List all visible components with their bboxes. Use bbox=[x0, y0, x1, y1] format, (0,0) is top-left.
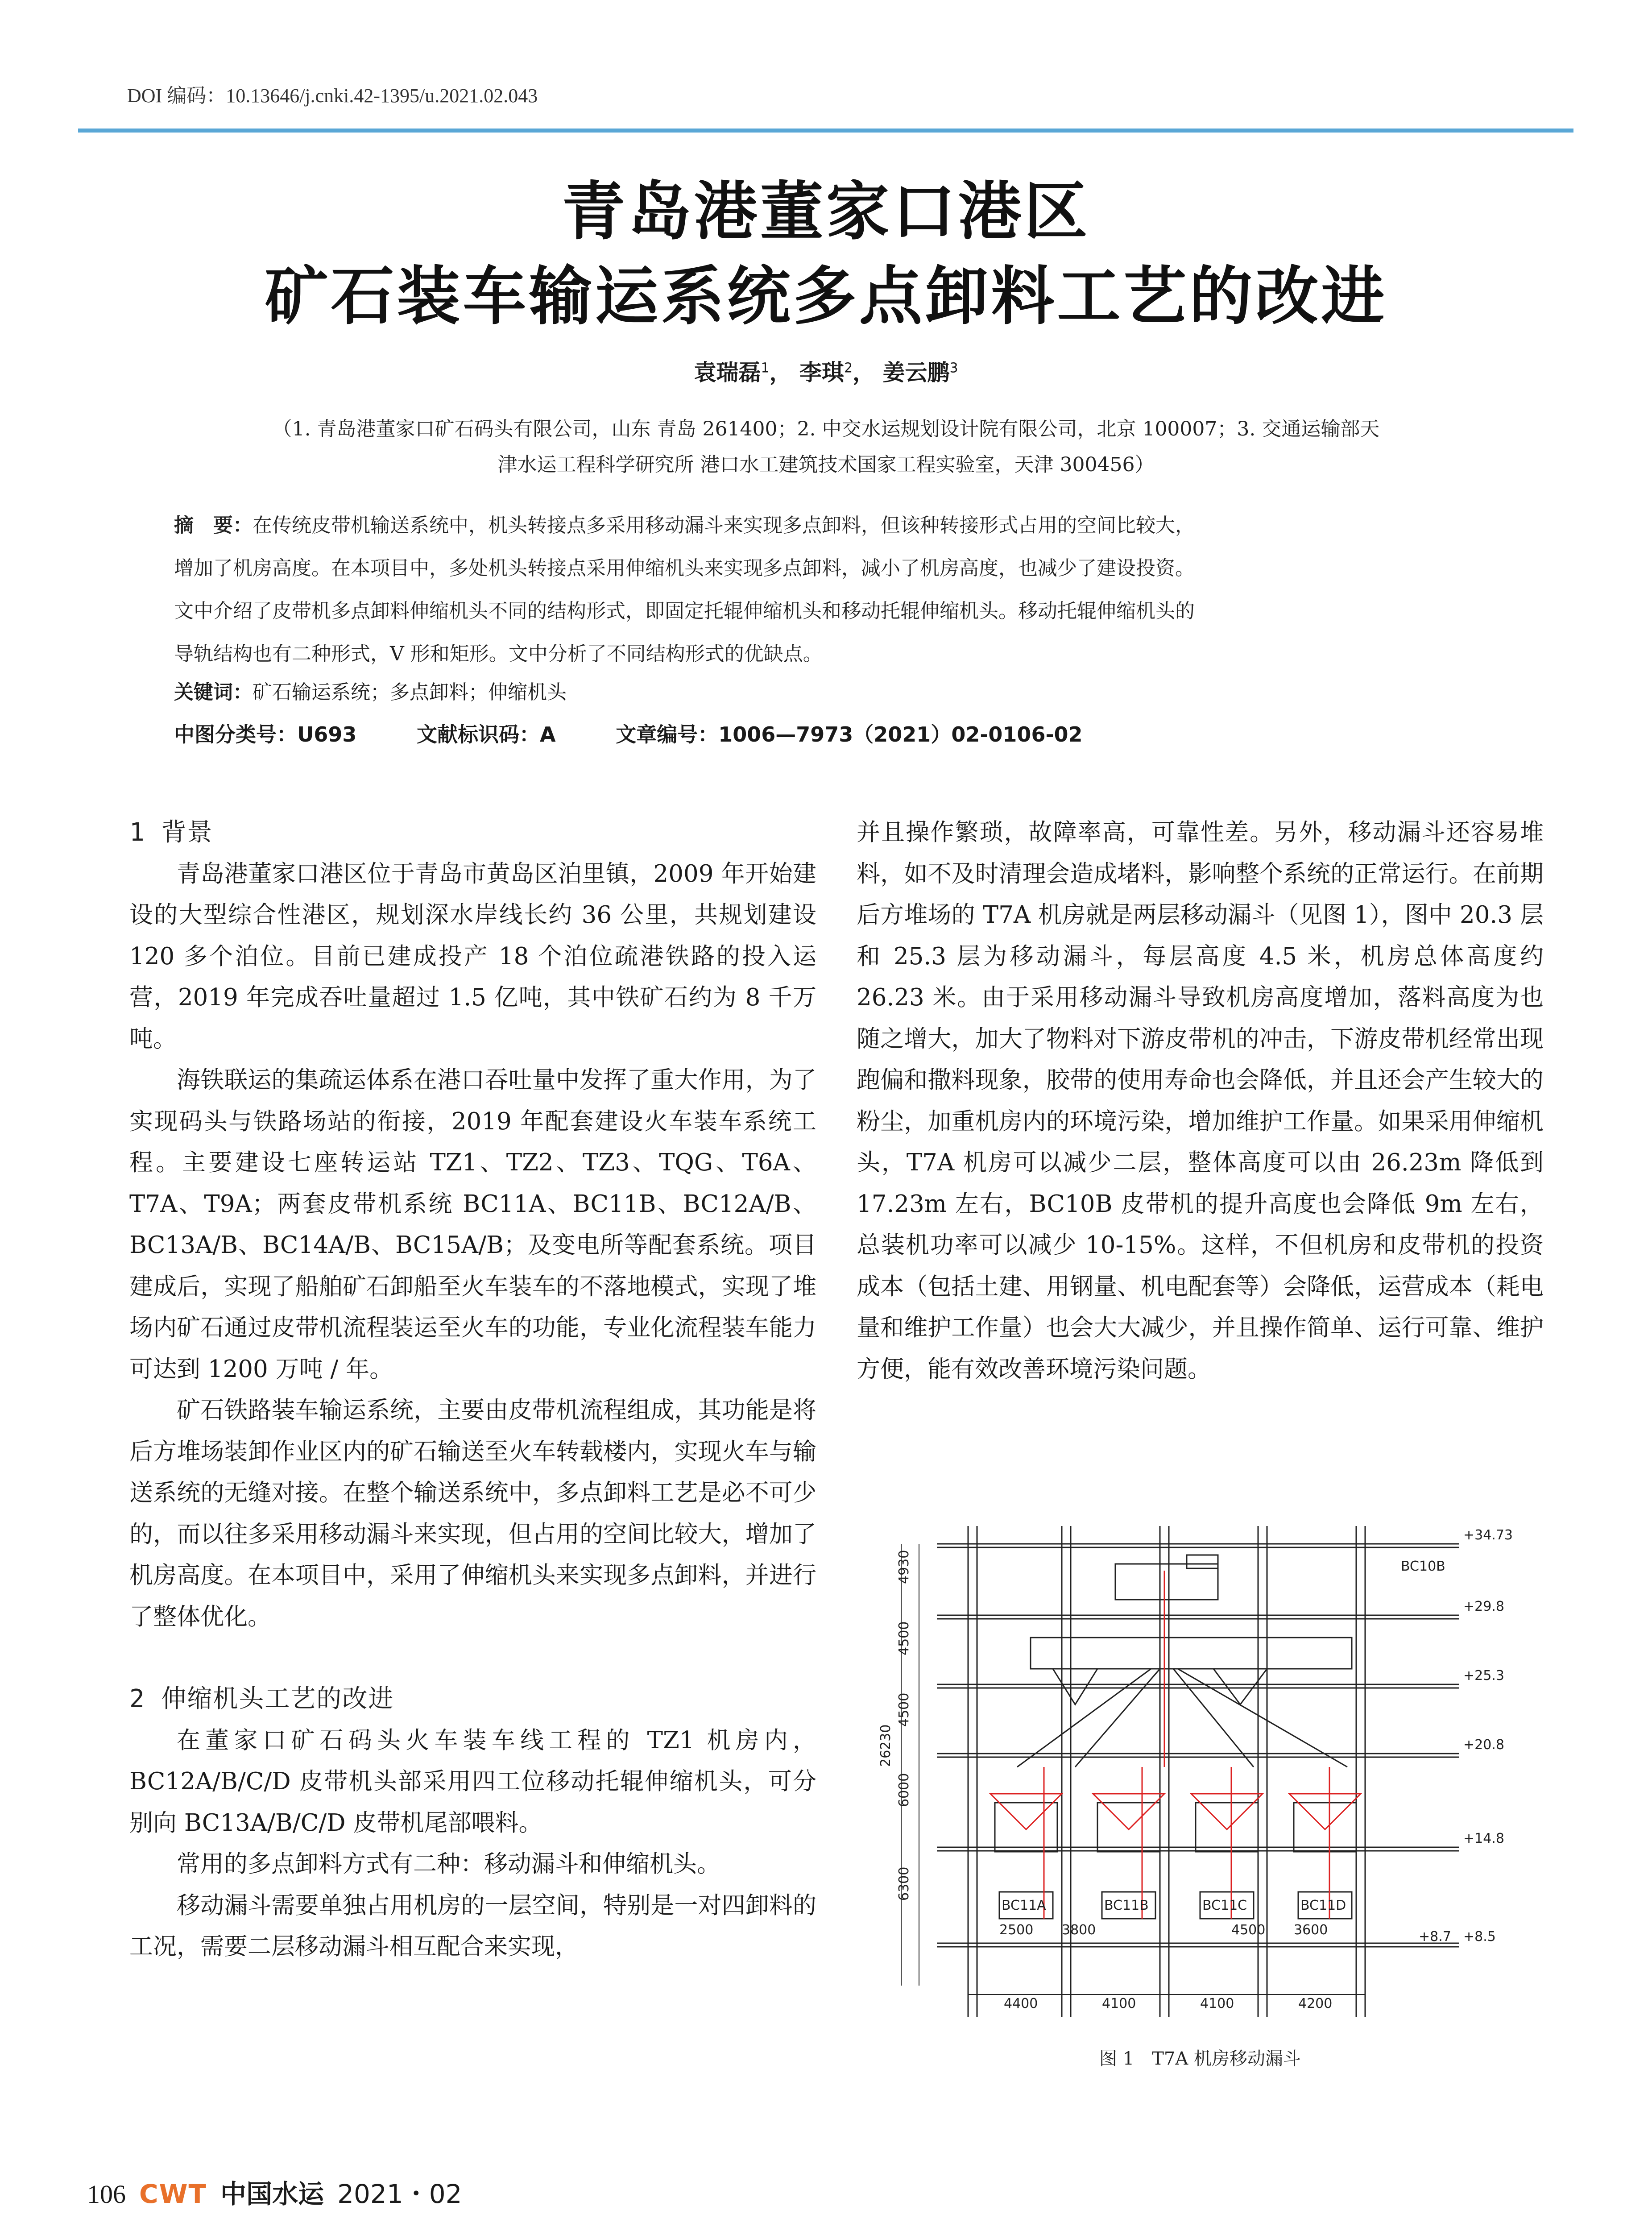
bottom-dim: 4200 bbox=[1298, 1996, 1333, 2011]
doc-code: 文献标识码：A bbox=[417, 722, 556, 746]
bay-label: BC11B bbox=[1104, 1898, 1149, 1913]
height-dim: 6300 bbox=[896, 1866, 912, 1901]
author-mark: 3 bbox=[949, 360, 958, 376]
journal-name: 中国水运 bbox=[220, 2179, 324, 2209]
bay-label: BC11D bbox=[1300, 1898, 1346, 1913]
abstract-label: 摘 要： bbox=[174, 514, 253, 537]
bottom-dim: 4400 bbox=[1004, 1996, 1038, 2011]
abstract bbox=[174, 504, 1495, 676]
author-list: 袁瑞磊$^1$， 李琪$^2$， 姜云鹏$^3$ bbox=[694, 360, 958, 386]
bay-label: BC11C bbox=[1202, 1898, 1247, 1913]
paragraph: 青岛港董家口港区位于青岛市黄岛区泊里镇，2009 年开始建设的大型综合性港区，规划深水岸线长约 36 公里，共规划建设 120 多个泊位。目前已建成投产 18 个泊位疏港铁路的投入运营，2019 年完成吞吐量超过 1.5 亿吨，其中铁矿石约为 8 千万吨。 bbox=[129, 860, 816, 1053]
keywords bbox=[174, 676, 567, 705]
keywords-label: 关键词： bbox=[174, 681, 253, 704]
journal-logo: CWT bbox=[139, 2179, 207, 2209]
height-dim: 4500 bbox=[896, 1692, 912, 1727]
level-label: +8.5 bbox=[1463, 1929, 1496, 1945]
keywords-text: 矿石输运系统；多点卸料；伸缩机头 bbox=[253, 681, 567, 704]
affiliation-line-2: 津水运工程科学研究所 港口水工建筑技术国家工程实验室，天津 300456） bbox=[497, 453, 1155, 476]
level-label: +8.7 bbox=[1419, 1929, 1451, 1945]
level-label: +20.8 bbox=[1463, 1737, 1504, 1753]
height-dim: 4500 bbox=[896, 1621, 912, 1655]
affiliation-line-1: （1. 青岛港董家口矿石码头有限公司，山东 青岛 261400；2. 中交水运规划设计院有限公司，北京 100007；3. 交通运输部天 bbox=[272, 418, 1380, 440]
upper-dim: 2500 bbox=[999, 1922, 1034, 1938]
figure-caption: 图 1 T7A 机房移动漏斗 bbox=[1099, 2049, 1301, 2069]
title-line-2: 矿石装车输运系统多点卸料工艺的改进 bbox=[265, 259, 1387, 333]
abstract-line-1: 摘 要：在传统皮带机输送系统中，机头转接点多采用移动漏斗来实现多点卸料，但该种转接形式占用的空间比较大， bbox=[174, 514, 1195, 537]
upper-dim: 3600 bbox=[1294, 1922, 1328, 1938]
abstract-line-4: 导轨结构也有二种形式，V 形和矩形。文中分析了不同结构形式的优缺点。 bbox=[174, 643, 823, 665]
clc-number: 中图分类号：U693 bbox=[174, 722, 357, 746]
author-mark: 1 bbox=[761, 360, 770, 376]
classification-line bbox=[174, 718, 1495, 748]
author-name: 李琪 bbox=[799, 360, 844, 386]
paragraph: 并且操作繁琐，故障率高，可靠性差。另外，移动漏斗还容易堆料，如不及时清理会造成堵料，影响整个系统的正常运行。在前期后方堆场的 T7A 机房就是两层移动漏斗（见图 1），图中 20.3 层和 25.3 层为移动漏斗，每层高度 4.5 米，机房总体高度约 26.23 米。由于采用移动漏斗导致机房高度增加，落料高度为也随之增大，加大了物料对下游皮带机的冲击，下游皮带机经常出现跑偏和撒料现象，胶带的使用寿命也会降低，并且还会产生较大的粉尘，加重机房内的环境污染，增加维护工作量。如果采用伸缩机头，T7A 机房可以减少二层，整体高度可以由 26.23m 降低到 17.23m 左右，BC10B 皮带机的提升高度也会降低 9m 左右，总装机功率可以减少 10-15%。这样，不但机房和皮带机的投资成本（包括土建、用钢量、机电配套等）会降低，运营成本（耗电量和维护工作量）也会大大减少，并且操作简单、运行可靠、维护方便，能有效改善环境污染问题。 bbox=[857, 819, 1544, 1383]
height-dim: 4930 bbox=[896, 1550, 912, 1584]
paragraph: 海铁联运的集疏运体系在港口吞吐量中发挥了重大作用，为了实现码头与铁路场站的衔接，2019 年配套建设火车装车系统工程。主要建设七座转运站 TZ1、TZ2、TZ3、TQG、T6A、T7A、T9A；两套皮带机系统 BC11A、BC11B、BC12A/B、BC13A/B、BC14A/B、BC15A/B；及变电所等配套系统。项目建成后，实现了船舶矿石卸船至火车装车的不落地模式，实现了堆场内矿石通过皮带机流程装运至火车的功能，专业化流程装车能力可达到 1200 万吨 / 年。 bbox=[129, 1066, 816, 1383]
total-height-dim: 26230 bbox=[878, 1724, 894, 1767]
paragraph: 在董家口矿石码头火车装车线工程的 TZ1 机房内，BC12A/B/C/D 皮带机头部采用四工位移动托辊伸缩机头，可分别向 BC13A/B/C/D 皮带机尾部喂料。 bbox=[129, 1726, 816, 1837]
equipment-label: BC10B bbox=[1401, 1559, 1445, 1574]
author-name: 姜云鹏 bbox=[882, 360, 950, 386]
page-footer bbox=[87, 2173, 462, 2210]
abstract-line-3: 文中介绍了皮带机多点卸料伸缩机头不同的结构形式，即固定托辊伸缩机头和移动托辊伸缩机头。移动托辊伸缩机头的 bbox=[174, 600, 1195, 622]
bottom-dim: 4100 bbox=[1200, 1996, 1234, 2011]
page-number: 106 bbox=[87, 2180, 126, 2209]
level-label: +25.3 bbox=[1463, 1668, 1504, 1684]
doi-line: DOI 编码：10.13646/j.cnki.42-1395/u.2021.02.043 bbox=[127, 85, 538, 107]
paragraph: 常用的多点卸料方式有二种：移动漏斗和伸缩机头。 bbox=[177, 1850, 720, 1878]
section-heading-2: 2 伸缩机头工艺的改进 bbox=[129, 1684, 394, 1713]
abstract-line-2: 增加了机房高度。在本项目中，多处机头转接点采用伸缩机头来实现多点卸料，减小了机房高度，也减少了建设投资。 bbox=[174, 557, 1195, 580]
paragraph: 移动漏斗需要单独占用机房的一层空间，特别是一对四卸料的工况，需要二层移动漏斗相互配合来实现， bbox=[129, 1891, 816, 1960]
level-label: +14.8 bbox=[1463, 1831, 1504, 1846]
height-dim: 6000 bbox=[896, 1773, 912, 1807]
header-rule bbox=[78, 129, 1573, 133]
title-line-1: 青岛港董家口港区 bbox=[562, 174, 1090, 249]
article-number: 文章编号：1006—7973（2021）02-0106-02 bbox=[616, 722, 1083, 746]
author-name: 袁瑞磊 bbox=[694, 360, 761, 386]
upper-dim: 4500 bbox=[1231, 1922, 1266, 1938]
issue-label: 2021・02 bbox=[337, 2179, 462, 2209]
body-column-right bbox=[857, 812, 1544, 1390]
author-mark: 2 bbox=[844, 360, 853, 376]
section-heading-1: 1 背景 bbox=[129, 818, 213, 847]
upper-dim: 3800 bbox=[1062, 1922, 1096, 1938]
paragraph: 矿石铁路装车输运系统，主要由皮带机流程组成，其功能是将后方堆场装卸作业区内的矿石输送至火车转载楼内，实现火车与输送系统的无缝对接。在整个输送系统中，多点卸料工艺是必不可少的，而以往多采用移动漏斗来实现，但占用的空间比较大，增加了机房高度。在本项目中，采用了伸缩机头来实现多点卸料，并进行了整体优化。 bbox=[129, 1397, 816, 1630]
level-label: +29.8 bbox=[1463, 1599, 1504, 1614]
bottom-dim: 4100 bbox=[1102, 1996, 1136, 2011]
figure-t7a-drawing bbox=[865, 1517, 1535, 2035]
bay-label: BC11A bbox=[1002, 1898, 1046, 1913]
body-column-left bbox=[129, 812, 816, 1968]
level-label: +34.73 bbox=[1463, 1527, 1513, 1543]
